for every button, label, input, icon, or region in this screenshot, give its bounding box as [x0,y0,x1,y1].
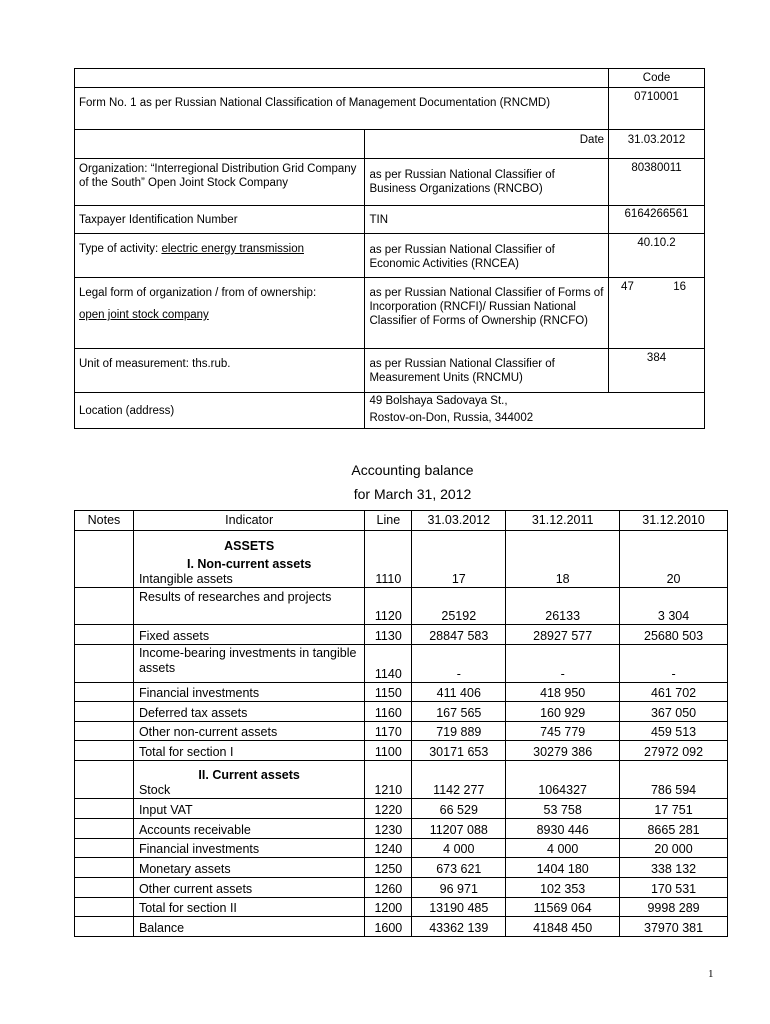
location-line-2: Rostov-on-Don, Russia, 344002 [369,412,534,424]
value-2011: 53 758 [506,799,620,819]
value-2012: 43362 139 [412,917,506,937]
value-2012: 4 000 [412,839,506,858]
table-row [75,839,728,858]
notes-cell [75,878,134,898]
notes-cell [75,683,134,702]
col-header-line: Line [365,511,412,531]
line-code: 1140 [365,645,412,683]
line-code: 1160 [365,702,412,722]
table-row [75,531,728,588]
notes-cell [75,858,134,878]
line-code: 1250 [365,858,412,878]
activity-cell [75,234,365,278]
value-2010: 37970 381 [620,917,728,937]
value-2010: 20 000 [620,839,728,858]
value-2010: 459 513 [620,722,728,741]
code-header: Code [609,69,705,88]
legal-form-code-1: 47 [621,281,634,293]
indicator-label: Financial investments [133,839,364,858]
value-2012: 25192 [412,588,506,625]
value-2012: 411 406 [412,683,506,702]
value-2012: 673 621 [412,858,506,878]
legal-form-codes [609,278,705,349]
value-2011: 26133 [506,588,620,625]
value-2010: - [620,645,728,683]
indicator-label: Fixed assets [133,625,364,645]
indicator-label: Accounts receivable [133,819,364,839]
line-code: 1170 [365,722,412,741]
line-code: 1220 [365,799,412,819]
activity-value: electric energy transmission [161,243,304,255]
value-2011: 102 353 [506,878,620,898]
value-2010: 20 [620,531,728,588]
value-2011: 28927 577 [506,625,620,645]
notes-cell [75,761,134,799]
legal-form-classifier: as per Russian National Classifier of Forms of Incorporation (RNCFI)/ Russian National Classifier of Forms of Ownership (RNCFO) [365,278,609,349]
table-row [75,588,728,625]
value-2011: 8930 446 [506,819,620,839]
notes-cell [75,702,134,722]
line-code: 1100 [365,741,412,761]
blank-cell [75,69,609,88]
indicator-label: Other current assets [133,878,364,898]
table-row [75,625,728,645]
section-1-heading: I. Non-current assets [186,557,312,571]
value-2011: 1064327 [506,761,620,799]
location-label: Location (address) [75,393,365,429]
value-2010: 170 531 [620,878,728,898]
balance-table [74,510,728,937]
line-code: 1200 [365,898,412,917]
line-code: 1210 [365,761,412,799]
indicator-label: Input VAT [133,799,364,819]
table-row [75,722,728,741]
value-2012: 13190 485 [412,898,506,917]
page-number: 1 [708,968,714,980]
table-row [75,683,728,702]
value-2010: 17 751 [620,799,728,819]
indicator-label: Balance [133,917,364,937]
indicator-label: Financial investments [133,683,364,702]
notes-cell [75,722,134,741]
date-value: 31.03.2012 [609,130,705,159]
document-subtitle: for March 31, 2012 [353,486,472,502]
value-2010: 9998 289 [620,898,728,917]
tin-code: 6164266561 [609,206,705,234]
date-label: Date [365,130,609,159]
value-2012: - [412,645,506,683]
value-2011: 30279 386 [506,741,620,761]
legal-form-label: Legal form of organization / from of ownership: [79,287,317,299]
indicator-label: Total for section I [133,741,364,761]
value-2011: 4 000 [506,839,620,858]
value-2010: 338 132 [620,858,728,878]
form-label: Form No. 1 as per Russian National Classification of Management Documentation (RNCMD) [75,88,609,130]
indicator-label: Intangible assets [138,572,233,586]
activity-code: 40.10.2 [609,234,705,278]
notes-cell [75,898,134,917]
notes-cell [75,531,134,588]
indicator-label: Monetary assets [133,858,364,878]
value-2012: 30171 653 [412,741,506,761]
value-2012: 66 529 [412,799,506,819]
col-header-notes: Notes [75,511,134,531]
line-code: 1130 [365,625,412,645]
value-2012: 17 [412,531,506,588]
indicator-cell [133,761,364,799]
value-2012: 11207 088 [412,819,506,839]
tin-label: Taxpayer Identification Number [75,206,365,234]
line-code: 1240 [365,839,412,858]
document-title: Accounting balance [351,462,474,478]
notes-cell [75,625,134,645]
notes-cell [75,645,134,683]
value-2011: 418 950 [506,683,620,702]
assets-heading: ASSETS [224,539,275,553]
value-2010: 786 594 [620,761,728,799]
table-row [75,917,728,937]
unit-label: Unit of measurement: ths.rub. [75,349,365,393]
table-row [75,878,728,898]
line-code: 1230 [365,819,412,839]
table-row [75,819,728,839]
table-row [75,858,728,878]
indicator-label: Total for section II [133,898,364,917]
value-2012: 1142 277 [412,761,506,799]
notes-cell [75,588,134,625]
value-2011: 18 [506,531,620,588]
value-2011: 11569 064 [506,898,620,917]
notes-cell [75,819,134,839]
col-header-indicator: Indicator [133,511,364,531]
col-header-date-3: 31.12.2010 [620,511,728,531]
notes-cell [75,799,134,819]
col-header-date-1: 31.03.2012 [412,511,506,531]
value-2012: 96 971 [412,878,506,898]
value-2010: 367 050 [620,702,728,722]
organization-code: 80380011 [609,159,705,206]
value-2011: 160 929 [506,702,620,722]
table-row [75,898,728,917]
table-row [75,799,728,819]
indicator-label: Income-bearing investments in tangible assets [133,645,364,683]
legal-form-cell [75,278,365,349]
value-2011: - [506,645,620,683]
value-2012: 28847 583 [412,625,506,645]
line-code: 1150 [365,683,412,702]
table-row [75,761,728,799]
indicator-label: Deferred tax assets [133,702,364,722]
value-2012: 719 889 [412,722,506,741]
line-code: 1110 [365,531,412,588]
value-2012: 167 565 [412,702,506,722]
table-row [75,645,728,683]
notes-cell [75,839,134,858]
line-code: 1260 [365,878,412,898]
value-2010: 461 702 [620,683,728,702]
value-2011: 745 779 [506,722,620,741]
location-line-1: 49 Bolshaya Sadovaya St., [369,395,508,407]
line-code: 1600 [365,917,412,937]
activity-classifier: as per Russian National Classifier of Economic Activities (RNCEA) [365,234,609,278]
col-header-date-2: 31.12.2011 [506,511,620,531]
notes-cell [75,917,134,937]
value-2010: 27972 092 [620,741,728,761]
unit-code: 384 [609,349,705,393]
table-row [75,702,728,722]
table-row [75,741,728,761]
notes-cell [75,741,134,761]
legal-form-value: open joint stock company [79,309,209,321]
form-code: 0710001 [609,88,705,130]
line-code: 1120 [365,588,412,625]
indicator-label: Stock [138,783,171,797]
value-2011: 1404 180 [506,858,620,878]
tin-classifier: TIN [365,206,609,234]
blank-cell [75,130,365,159]
location-value [365,393,705,429]
indicator-label: Results of researches and projects [133,588,364,625]
value-2010: 3 304 [620,588,728,625]
section-2-heading: II. Current assets [198,768,300,782]
value-2010: 25680 503 [620,625,728,645]
header-row [75,511,728,531]
value-2010: 8665 281 [620,819,728,839]
indicator-cell [133,531,364,588]
value-2011: 41848 450 [506,917,620,937]
organization-label: Organization: “Interregional Distribution Grid Company of the South” Open Joint Stock Company [75,159,365,206]
organization-classifier: as per Russian National Classifier of Business Organizations (RNCBO) [365,159,609,206]
activity-prefix: Type of activity: [79,243,162,255]
legal-form-code-2: 16 [673,281,686,293]
form-header-table [74,68,705,429]
indicator-label: Other non-current assets [133,722,364,741]
unit-classifier: as per Russian National Classifier of Measurement Units (RNCMU) [365,349,609,393]
